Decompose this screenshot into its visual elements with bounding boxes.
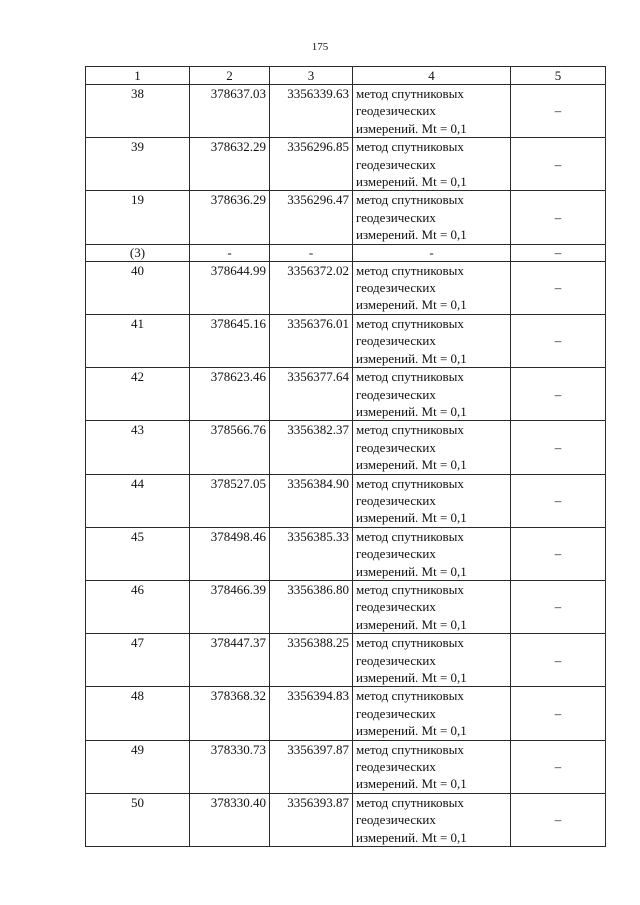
x-coordinate-cell: 378498.46 [190, 527, 270, 580]
method-line: измерений. Mt = 0,1 [356, 616, 467, 632]
point-number-cell: 41 [86, 314, 190, 367]
note-cell: – [511, 314, 606, 367]
method-line: геодезических [356, 492, 436, 508]
point-number-cell: 39 [86, 138, 190, 191]
method-line: геодезических [356, 599, 436, 615]
point-number-cell: 38 [86, 85, 190, 138]
point-number-cell: (3) [86, 244, 190, 261]
method-line: метод спутниковых [356, 139, 464, 155]
note-cell: – [511, 421, 606, 474]
method-line: измерений. Mt = 0,1 [356, 670, 467, 685]
y-coordinate-cell: 3356384.90 [270, 474, 353, 527]
header-cell-5: 5 [511, 67, 606, 85]
header-cell-4: 4 [353, 67, 511, 85]
method-line: метод спутниковых [356, 581, 464, 597]
y-coordinate-cell: 3356296.47 [270, 191, 353, 244]
table-row [86, 527, 606, 580]
x-coordinate-cell: 378644.99 [190, 261, 270, 314]
method-cell [353, 580, 511, 633]
y-coordinate-cell: 3356397.87 [270, 740, 353, 793]
method-cell [353, 474, 511, 527]
method-cell [353, 793, 511, 846]
table-body [86, 67, 606, 847]
method-cell [353, 191, 511, 244]
method-line: геодезических [356, 209, 436, 225]
note-cell: – [511, 244, 606, 261]
method-cell [353, 687, 511, 740]
point-number-cell: 45 [86, 527, 190, 580]
table-row [86, 314, 606, 367]
x-coordinate-cell: 378632.29 [190, 138, 270, 191]
x-coordinate-cell: 378637.03 [190, 85, 270, 138]
table-row [86, 740, 606, 793]
x-coordinate-cell: 378330.73 [190, 740, 270, 793]
y-coordinate-cell: 3356388.25 [270, 634, 353, 687]
y-coordinate-cell: 3356382.37 [270, 421, 353, 474]
method-line: метод спутниковых [356, 369, 464, 385]
method-line: геодезических [356, 333, 436, 349]
x-coordinate-cell: 378466.39 [190, 580, 270, 633]
method-line: измерений. Mt = 0,1 [356, 723, 467, 739]
table-row [86, 474, 606, 527]
method-line: геодезических [356, 280, 436, 296]
method-cell [353, 85, 511, 138]
method-cell [353, 740, 511, 793]
note-cell: – [511, 261, 606, 314]
point-number-cell: 42 [86, 368, 190, 421]
method-cell [353, 314, 511, 367]
table-header-row [86, 67, 606, 85]
note-cell: – [511, 740, 606, 793]
method-line: геодезических [356, 812, 436, 828]
table-row [86, 421, 606, 474]
y-coordinate-cell: 3356339.63 [270, 85, 353, 138]
method-line: измерений. Mt = 0,1 [356, 350, 467, 366]
x-coordinate-cell: 378330.40 [190, 793, 270, 846]
method-cell [353, 138, 511, 191]
note-cell: – [511, 527, 606, 580]
y-coordinate-cell: - [270, 244, 353, 261]
note-cell: – [511, 687, 606, 740]
x-coordinate-cell: 378645.16 [190, 314, 270, 367]
method-line: измерений. Mt = 0,1 [356, 563, 467, 579]
note-cell: – [511, 474, 606, 527]
method-line: измерений. Mt = 0,1 [356, 403, 467, 419]
table-row [86, 191, 606, 244]
method-cell [353, 368, 511, 421]
method-line: измерений. Mt = 0,1 [356, 510, 467, 526]
x-coordinate-cell: 378368.32 [190, 687, 270, 740]
y-coordinate-cell: 3356376.01 [270, 314, 353, 367]
method-line: метод спутниковых [356, 794, 464, 810]
method-cell [353, 634, 511, 687]
y-coordinate-cell: 3356377.64 [270, 368, 353, 421]
method-line: метод спутниковых [356, 635, 464, 651]
method-line: метод спутниковых [356, 422, 464, 438]
table-row [86, 138, 606, 191]
page-number: 175 [311, 41, 329, 53]
method-line: геодезических [356, 386, 436, 402]
note-cell: – [511, 191, 606, 244]
note-cell: – [511, 368, 606, 421]
header-cell-2: 2 [190, 67, 270, 85]
method-line: метод спутниковых [356, 741, 464, 757]
method-line: измерений. Mt = 0,1 [356, 227, 467, 243]
method-line: измерений. Mt = 0,1 [356, 120, 467, 136]
method-cell [353, 261, 511, 314]
note-cell: – [511, 138, 606, 191]
point-number-cell: 48 [86, 687, 190, 740]
method-line: измерений. Mt = 0,1 [356, 776, 467, 792]
point-number-cell: 46 [86, 580, 190, 633]
note-cell: – [511, 580, 606, 633]
method-line: геодезических [356, 156, 436, 172]
method-line: измерений. Mt = 0,1 [356, 829, 467, 845]
method-line: измерений. Mt = 0,1 [356, 297, 467, 313]
note-cell: – [511, 634, 606, 687]
table-row [86, 368, 606, 421]
method-line: метод спутниковых [356, 192, 464, 208]
method-line: метод спутниковых [356, 315, 464, 331]
method-line: геодезических [356, 652, 436, 668]
method-cell [353, 527, 511, 580]
note-cell: – [511, 793, 606, 846]
separator-row [86, 244, 606, 261]
x-coordinate-cell: 378447.37 [190, 634, 270, 687]
header-cell-3: 3 [270, 67, 353, 85]
x-coordinate-cell: 378566.76 [190, 421, 270, 474]
header-cell-1: 1 [86, 67, 190, 85]
table-row [86, 687, 606, 740]
point-number-cell: 44 [86, 474, 190, 527]
method-line: геодезических [356, 439, 436, 455]
method-line: метод спутниковых [356, 688, 464, 704]
x-coordinate-cell: 378636.29 [190, 191, 270, 244]
table-row [86, 261, 606, 314]
method-line: метод спутниковых [356, 262, 464, 278]
coordinates-table [85, 66, 606, 847]
method-line: метод спутниковых [356, 475, 464, 491]
x-coordinate-cell: 378527.05 [190, 474, 270, 527]
table-row [86, 634, 606, 687]
point-number-cell: 19 [86, 191, 190, 244]
point-number-cell: 49 [86, 740, 190, 793]
x-coordinate-cell: - [190, 244, 270, 261]
method-line: геодезических [356, 705, 436, 721]
method-line: измерений. Mt = 0,1 [356, 174, 467, 190]
table-row [86, 580, 606, 633]
y-coordinate-cell: 3356394.83 [270, 687, 353, 740]
point-number-cell: 47 [86, 634, 190, 687]
method-line: - [429, 244, 434, 260]
table-row [86, 793, 606, 846]
method-line: метод спутниковых [356, 86, 464, 101]
method-line: геодезических [356, 103, 436, 119]
point-number-cell: 43 [86, 421, 190, 474]
method-cell [353, 421, 511, 474]
x-coordinate-cell: 378623.46 [190, 368, 270, 421]
method-line: измерений. Mt = 0,1 [356, 457, 467, 473]
point-number-cell: 50 [86, 793, 190, 846]
method-line: геодезических [356, 759, 436, 775]
method-cell [353, 244, 511, 261]
y-coordinate-cell: 3356393.87 [270, 793, 353, 846]
y-coordinate-cell: 3356372.02 [270, 261, 353, 314]
y-coordinate-cell: 3356386.80 [270, 580, 353, 633]
method-line: геодезических [356, 546, 436, 562]
y-coordinate-cell: 3356296.85 [270, 138, 353, 191]
point-number-cell: 40 [86, 261, 190, 314]
method-line: метод спутниковых [356, 528, 464, 544]
note-cell: – [511, 85, 606, 138]
table-row [86, 85, 606, 138]
y-coordinate-cell: 3356385.33 [270, 527, 353, 580]
